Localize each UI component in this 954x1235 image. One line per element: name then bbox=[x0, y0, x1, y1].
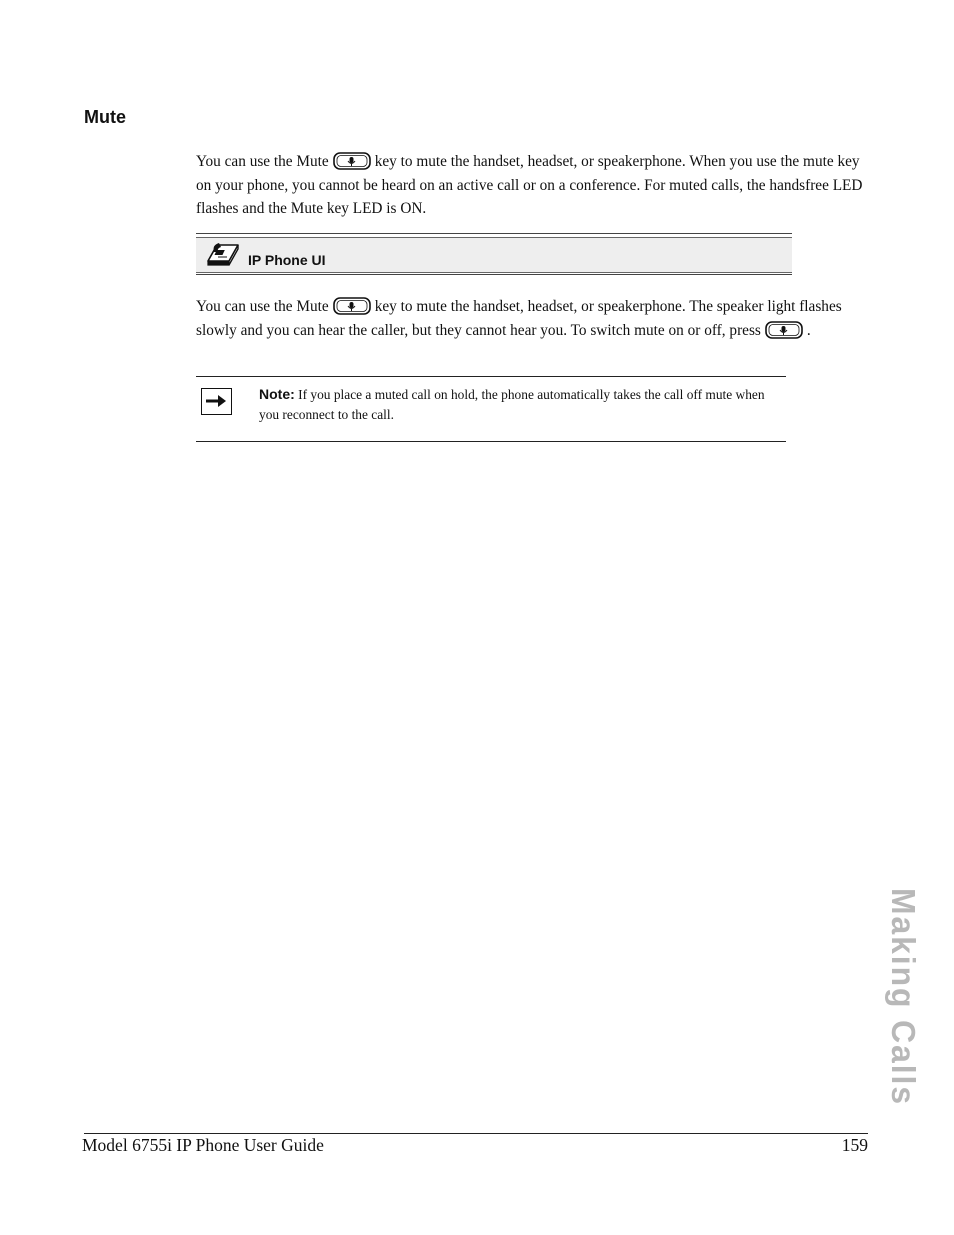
paragraph-text: . bbox=[806, 321, 811, 339]
paragraph-text: key to mute the handset, headset, or speakerphone. The speaker light flashes slowly and you can hear the caller, but they cannot hear you. To switch mute on or off, press bbox=[196, 298, 842, 339]
mute-ui-paragraph bbox=[196, 295, 868, 342]
note-body: If you place a muted call on hold, the phone automatically takes the call off mute when you reconnect to the call. bbox=[259, 387, 765, 422]
paragraph-text: You can use the Mute bbox=[196, 298, 329, 315]
section-title: Mute bbox=[84, 107, 126, 127]
paragraph-text: key to mute the handset, headset, or speakerphone. When you use the mute key on your phone, you cannot be heard on an active call or on a conference. For muted calls, the handsfree LED flashes and the Mute key LED is ON. bbox=[196, 153, 863, 218]
note-box bbox=[196, 376, 786, 442]
note-text bbox=[259, 385, 784, 424]
chapter-side-tab bbox=[878, 888, 928, 1108]
ip-phone-ui-banner bbox=[196, 233, 792, 275]
banner-rule-bottom bbox=[196, 274, 792, 275]
page-number: 159 bbox=[841, 1135, 868, 1155]
mute-key-icon bbox=[333, 152, 371, 170]
mute-key-icon bbox=[765, 321, 803, 339]
footer-guide-title: Model 6755i IP Phone User Guide bbox=[82, 1135, 324, 1155]
paragraph-text: You can use the Mute bbox=[196, 153, 329, 170]
note-label: Note: bbox=[259, 386, 295, 402]
mute-description-paragraph bbox=[196, 150, 868, 221]
phone-icon bbox=[205, 241, 241, 269]
footer-rule bbox=[84, 1133, 868, 1134]
mute-key-icon bbox=[333, 297, 371, 315]
arrow-right-icon bbox=[201, 388, 232, 415]
banner-rule-top bbox=[196, 233, 792, 234]
chapter-side-tab-label: Making Calls bbox=[885, 888, 922, 1108]
ip-phone-ui-label: IP Phone UI bbox=[248, 252, 326, 268]
